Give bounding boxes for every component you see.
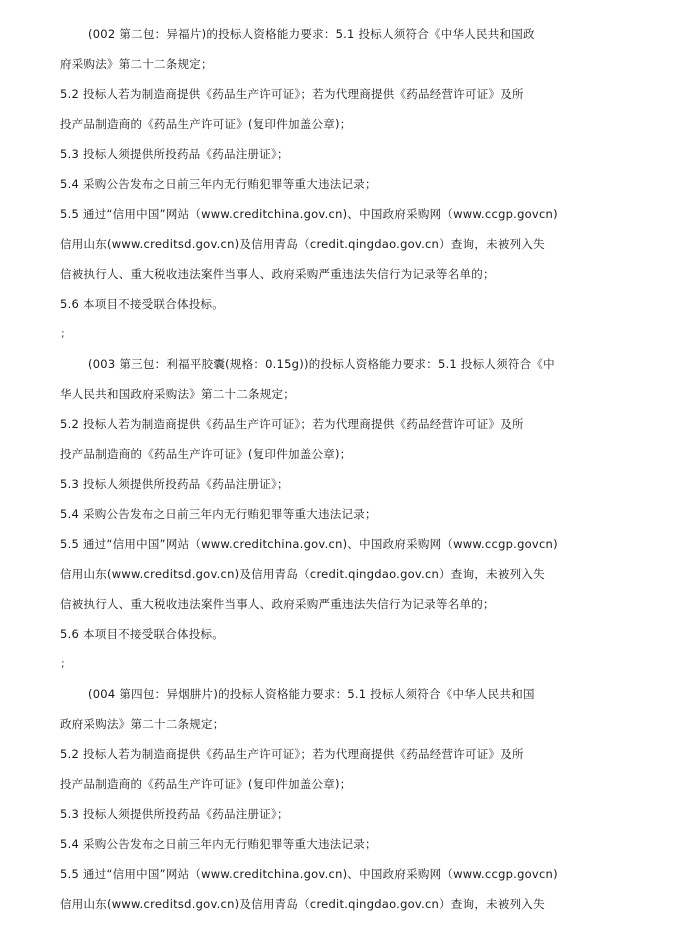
document-text-line: 5.6 本项目不接受联合体投标。 <box>60 627 224 641</box>
document-text-line: 信被执行人、重大税收违法案件当事人、政府采购严重违法失信行为记录等名单的； <box>60 597 495 611</box>
separator-mark: ; <box>61 657 65 670</box>
document-text-line: 5.3 投标人须提供所投药品《药品注册证》； <box>60 477 289 491</box>
document-text-line: 5.5 通过“信用中国”网站（www.creditchina.gov.cn)、中国政府采购网（www.ccgp.govcn) <box>60 207 558 221</box>
document-text-line: 5.5 通过“信用中国”网站（www.creditchina.gov.cn)、中国政府采购网（www.ccgp.govcn) <box>60 867 558 881</box>
document-text-line: 5.4 采购公告发布之日前三年内无行贿犯罪等重大违法记录； <box>60 837 377 851</box>
document-text-line: 华人民共和国政府采购法》第二十二条规定； <box>60 387 295 401</box>
package-4-heading-line: (004 第四包：异烟肼片)的投标人资格能力要求：5.1 投标人须符合《中华人民共和国 <box>88 687 535 701</box>
document-text-line: 5.6 本项目不接受联合体投标。 <box>60 297 224 311</box>
separator-mark: ; <box>61 327 65 340</box>
document-text-line: 信用山东(www.creditsd.gov.cn)及信用青岛（credit.qingdao.gov.cn）查询，未被列入失 <box>60 567 545 581</box>
document-text-line: 5.5 通过“信用中国”网站（www.creditchina.gov.cn)、中国政府采购网（www.ccgp.govcn) <box>60 537 558 551</box>
document-text-line: 府采购法》第二十二条规定； <box>60 57 213 71</box>
document-text-line: 5.3 投标人须提供所投药品《药品注册证》； <box>60 147 289 161</box>
document-text-line: 信用山东(www.creditsd.gov.cn)及信用青岛（credit.qingdao.gov.cn）查询，未被列入失 <box>60 897 545 911</box>
document-text-line: 5.2 投标人若为制造商提供《药品生产许可证》；若为代理商提供《药品经营许可证》及所 <box>60 87 524 101</box>
document-text-line: 政府采购法》第二十二条规定； <box>60 717 225 731</box>
document-text-line: 信被执行人、重大税收违法案件当事人、政府采购严重违法失信行为记录等名单的； <box>60 267 495 281</box>
document-text-line: 5.4 采购公告发布之日前三年内无行贿犯罪等重大违法记录； <box>60 507 377 521</box>
document-text-line: 信用山东(www.creditsd.gov.cn)及信用青岛（credit.qingdao.gov.cn）查询，未被列入失 <box>60 237 545 251</box>
document-text-line: 5.4 采购公告发布之日前三年内无行贿犯罪等重大违法记录； <box>60 177 377 191</box>
document-text-line: 投产品制造商的《药品生产许可证》(复印件加盖公章)； <box>60 447 352 461</box>
document-text-line: 5.3 投标人须提供所投药品《药品注册证》； <box>60 807 289 821</box>
package-2-heading-line: (002 第二包：异福片)的投标人资格能力要求：5.1 投标人须符合《中华人民共和国政 <box>88 27 535 41</box>
document-text-line: 5.2 投标人若为制造商提供《药品生产许可证》；若为代理商提供《药品经营许可证》及所 <box>60 417 524 431</box>
document-text-line: 投产品制造商的《药品生产许可证》(复印件加盖公章)； <box>60 117 352 131</box>
document-text-line: 投产品制造商的《药品生产许可证》(复印件加盖公章)； <box>60 777 352 791</box>
package-3-heading-line: (003 第三包：利福平胶囊(规格：0.15g))的投标人资格能力要求：5.1 投标人须符合《中 <box>88 357 555 371</box>
document-text-line: 5.2 投标人若为制造商提供《药品生产许可证》；若为代理商提供《药品经营许可证》及所 <box>60 747 524 761</box>
